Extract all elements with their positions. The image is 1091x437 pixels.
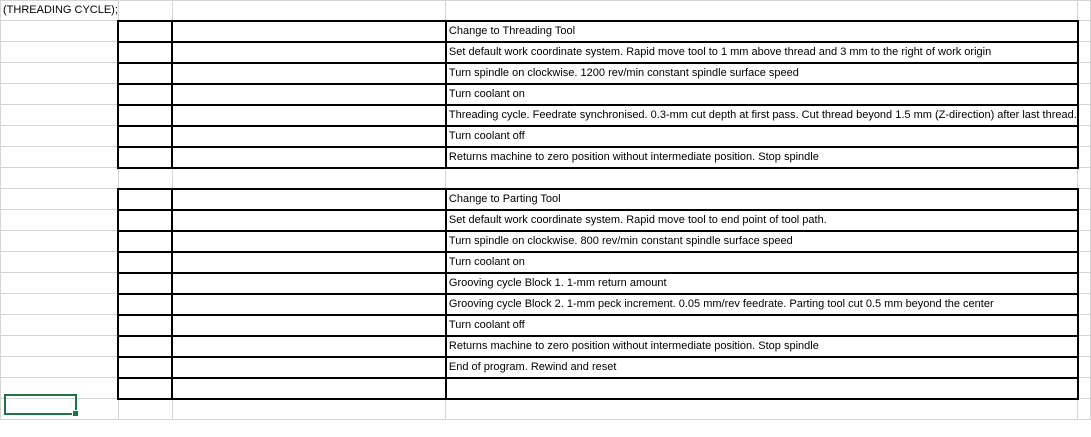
grid-cell[interactable] xyxy=(118,1,172,21)
grid-cell[interactable] xyxy=(1078,84,1091,105)
grid-cell[interactable] xyxy=(1078,189,1091,210)
grid-cell[interactable] xyxy=(118,168,172,189)
grid-cell[interactable] xyxy=(1078,63,1091,84)
description-text: Turn coolant on xyxy=(448,255,525,268)
description-text: Grooving cycle Block 1. 1-mm return amount xyxy=(448,276,667,289)
grid-cell[interactable] xyxy=(1078,1,1091,21)
description-cell[interactable] xyxy=(446,84,1078,105)
grid-cell[interactable] xyxy=(1078,126,1091,147)
grid-cell[interactable] xyxy=(118,189,172,210)
grid-cell[interactable] xyxy=(118,273,172,294)
grid-cell[interactable] xyxy=(1,84,119,105)
grid-cell[interactable] xyxy=(1,63,119,84)
grid-cell[interactable] xyxy=(1,105,119,126)
description-text: Turn spindle on clockwise. 800 rev/min constant spindle surface speed xyxy=(448,234,793,247)
grid-cell[interactable] xyxy=(1,336,119,357)
grid-cell[interactable] xyxy=(172,357,446,378)
grid-cell[interactable] xyxy=(172,378,446,399)
description-cell[interactable] xyxy=(446,357,1078,378)
grid-cell[interactable] xyxy=(1078,105,1091,126)
grid-cell[interactable] xyxy=(1,273,119,294)
grid-cell[interactable] xyxy=(1,168,119,189)
grid-cell[interactable] xyxy=(118,105,172,126)
description-cell[interactable] xyxy=(446,21,1078,42)
grid-cell[interactable] xyxy=(1,189,119,210)
grid-cell[interactable] xyxy=(1,357,119,378)
table-row xyxy=(1,42,1091,63)
grid-cell[interactable] xyxy=(172,294,446,315)
grid-cell[interactable] xyxy=(1,21,119,42)
description-cell[interactable] xyxy=(446,231,1078,252)
grid-cell[interactable] xyxy=(1078,336,1091,357)
grid-cell[interactable] xyxy=(1,42,119,63)
grid-cell[interactable] xyxy=(118,315,172,336)
description-text: Turn coolant off xyxy=(448,318,525,331)
grid-cell[interactable] xyxy=(172,273,446,294)
grid-cell[interactable] xyxy=(118,126,172,147)
grid-cell[interactable] xyxy=(172,336,446,357)
grid-cell[interactable] xyxy=(1078,273,1091,294)
grid-cell[interactable] xyxy=(1,378,119,399)
description-cell[interactable] xyxy=(446,168,1078,189)
grid-cell[interactable] xyxy=(118,147,172,168)
grid-cell[interactable] xyxy=(118,252,172,273)
table-row xyxy=(1,231,1091,252)
grid-cell[interactable] xyxy=(1,147,119,168)
grid-cell[interactable] xyxy=(172,231,446,252)
grid-cell[interactable] xyxy=(172,126,446,147)
grid-cell[interactable] xyxy=(172,84,446,105)
grid-cell[interactable] xyxy=(172,105,446,126)
description-text: Threading cycle. Feedrate synchronised. 0.3-mm cut depth at first pass. Cut thread beyond 1.5 mm (Z-direction) after last thread. xyxy=(448,108,1077,121)
table-row xyxy=(1,315,1091,336)
description-text: Set default work coordinate system. Rapid move tool to end point of tool path. xyxy=(448,213,827,226)
table-row xyxy=(1,105,1091,126)
table-row xyxy=(1,126,1091,147)
grid-cell[interactable] xyxy=(118,336,172,357)
grid-cell[interactable] xyxy=(1,126,119,147)
caption-text: (THREADING CYCLE); xyxy=(3,4,118,16)
grid-cell[interactable] xyxy=(118,21,172,42)
grid-cell[interactable] xyxy=(172,210,446,231)
description-cell[interactable] xyxy=(446,399,1078,420)
grid-cell[interactable] xyxy=(1078,294,1091,315)
grid-cell[interactable] xyxy=(1078,357,1091,378)
table-row xyxy=(1,168,1091,189)
table-row xyxy=(1,210,1091,231)
grid-cell[interactable] xyxy=(1,1,119,21)
grid-cell[interactable] xyxy=(1,210,119,231)
grid-cell[interactable] xyxy=(118,210,172,231)
description-cell[interactable] xyxy=(446,1,1078,21)
grid-cell[interactable] xyxy=(172,147,446,168)
grid-cell[interactable] xyxy=(172,399,446,420)
table-row xyxy=(1,147,1091,168)
grid-cell[interactable] xyxy=(1078,378,1091,399)
table-row xyxy=(1,252,1091,273)
table-row xyxy=(1,399,1091,420)
grid-cell[interactable] xyxy=(118,231,172,252)
description-cell[interactable] xyxy=(446,126,1078,147)
grid-cell[interactable] xyxy=(1,399,119,420)
description-text: Change to Parting Tool xyxy=(448,192,561,205)
grid-cell[interactable] xyxy=(172,21,446,42)
grid-cell[interactable] xyxy=(172,252,446,273)
grid-cell[interactable] xyxy=(118,42,172,63)
table-row xyxy=(1,189,1091,210)
grid-cell[interactable] xyxy=(1,252,119,273)
grid-cell[interactable] xyxy=(1,231,119,252)
table-row xyxy=(1,21,1091,42)
table-row xyxy=(1,273,1091,294)
grid-cell[interactable] xyxy=(118,84,172,105)
grid-cell[interactable] xyxy=(118,399,172,420)
grid-cell[interactable] xyxy=(172,63,446,84)
description-cell[interactable] xyxy=(446,63,1078,84)
grid-cell[interactable] xyxy=(172,1,446,21)
grid-cell[interactable] xyxy=(1,315,119,336)
description-cell[interactable] xyxy=(446,252,1078,273)
table-row xyxy=(1,294,1091,315)
description-text: Change to Threading Tool xyxy=(448,24,576,37)
grid-cell[interactable] xyxy=(1078,231,1091,252)
table-row xyxy=(1,378,1091,399)
description-cell[interactable] xyxy=(446,315,1078,336)
grid-cell[interactable] xyxy=(118,63,172,84)
description-text: Turn coolant off xyxy=(448,129,525,142)
description-text: Turn spindle on clockwise. 1200 rev/min constant spindle surface speed xyxy=(448,66,799,79)
table-row xyxy=(1,84,1091,105)
description-text: Grooving cycle Block 2. 1-mm peck increment. 0.05 mm/rev feedrate. Parting tool cut 0.5 mm beyond the center xyxy=(448,297,994,310)
description-text: Turn coolant on xyxy=(448,87,525,100)
description-cell[interactable] xyxy=(446,105,1078,126)
grid-cell[interactable] xyxy=(172,42,446,63)
grid-cell[interactable] xyxy=(1078,315,1091,336)
grid-cell[interactable] xyxy=(1078,147,1091,168)
description-cell[interactable] xyxy=(446,147,1078,168)
grid-cell[interactable] xyxy=(172,189,446,210)
table-row xyxy=(1,357,1091,378)
table-row xyxy=(1,1,1091,21)
grid-cell[interactable] xyxy=(172,315,446,336)
description-cell[interactable] xyxy=(446,210,1078,231)
table-row xyxy=(1,336,1091,357)
description-text: Set default work coordinate system. Rapid move tool to 1 mm above thread and 3 mm to the right of work origin xyxy=(448,45,992,58)
grid-cell[interactable] xyxy=(1078,21,1091,42)
grid-cell[interactable] xyxy=(1078,168,1091,189)
grid-cell[interactable] xyxy=(1,294,119,315)
description-text: End of program. Rewind and reset xyxy=(448,360,617,373)
grid-cell[interactable] xyxy=(1078,252,1091,273)
description-cell[interactable] xyxy=(446,189,1078,210)
description-text: Returns machine to zero position without intermediate position. Stop spindle xyxy=(448,339,819,352)
grid-cell[interactable] xyxy=(1078,42,1091,63)
grid-cell[interactable] xyxy=(172,168,446,189)
table-row xyxy=(1,63,1091,84)
grid-cell[interactable] xyxy=(1078,210,1091,231)
description-cell[interactable] xyxy=(446,294,1078,315)
grid-cell[interactable] xyxy=(1078,399,1091,420)
grid-cell[interactable] xyxy=(118,357,172,378)
description-cell[interactable] xyxy=(446,378,1078,399)
description-cell[interactable] xyxy=(446,42,1078,63)
grid-cell[interactable] xyxy=(118,294,172,315)
description-cell[interactable] xyxy=(446,336,1078,357)
description-cell[interactable] xyxy=(446,273,1078,294)
description-text: Returns machine to zero position without intermediate position. Stop spindle xyxy=(448,150,819,163)
grid-cell[interactable] xyxy=(118,378,172,399)
